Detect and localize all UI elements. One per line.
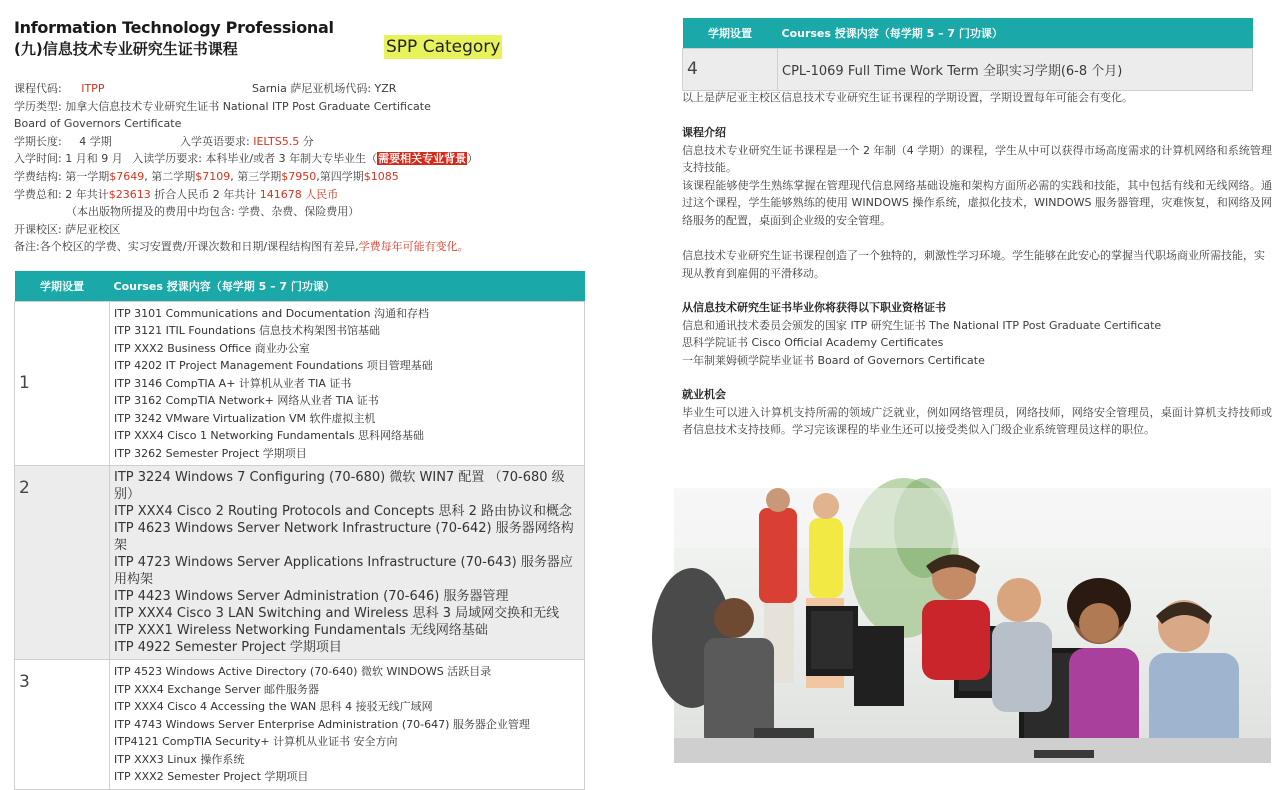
semester-row-2 — [15, 466, 585, 660]
duration-value: 4 学期 — [79, 134, 112, 148]
english-value: IELTS5.5 — [253, 134, 300, 148]
fee-semester-4: $1085 — [363, 169, 399, 183]
students-illustration — [674, 488, 1271, 763]
course-item: ITP 4623 Windows Server Network Infrastructure (70-642) 服务器网络构架 — [114, 521, 574, 553]
course-item: ITP XXX3 Linux 操作系统 — [114, 752, 245, 766]
english-label: 入学英语要求: — [180, 134, 250, 148]
certificate-item: 信息和通讯技术委员会颁发的国家 ITP 研究生证书 The National ITP Post Graduate Certificate — [682, 318, 1162, 332]
semester-number: 3 — [15, 660, 110, 790]
campus-code: Sarnia 萨尼亚机场代码: YZR — [252, 82, 397, 95]
total-fee-line — [14, 186, 574, 204]
fee-semester-1: $7649 — [109, 169, 145, 183]
code-label: 课程代码: — [14, 82, 62, 95]
intro-section — [682, 124, 1272, 229]
course-table — [14, 271, 585, 790]
header-semester: 学期设置 — [15, 271, 110, 301]
duration-line — [14, 133, 574, 151]
course-item: ITP 3101 Communications and Documentation 沟通和存档 — [114, 306, 429, 320]
course-item: ITP XXX4 Cisco 4 Accessing the WAN 思科 4 接驳无线广域网 — [114, 700, 433, 713]
intro-paragraph-1: 信息技术专业研究生证书课程是一个 2 年制（4 学期）的课程，学生从中可以获得市场高度需求的计算机网络和系统管理支持技能。 — [682, 143, 1272, 174]
fee-semester-3: $7950 — [281, 169, 317, 183]
course-list — [110, 660, 585, 790]
course-list — [110, 466, 585, 660]
course-item: ITP XXX4 Cisco 3 LAN Switching and Wireless 思科 3 局域网交换和无线 — [114, 606, 560, 621]
course-item: ITP 4423 Windows Server Administration (70-646) 服务器管理 — [114, 589, 509, 604]
course-item: ITP4121 CompTIA Security+ 计算机从业证书 安全方向 — [114, 735, 398, 748]
left-page — [0, 0, 640, 783]
semester-number: 1 — [15, 301, 110, 466]
course-item: ITP XXX1 Wireless Networking Fundamentals 无线网络基础 — [114, 623, 488, 638]
fee-2-label: , 第二学期 — [144, 169, 196, 183]
course-table-continued — [682, 18, 1253, 91]
table-header-row — [15, 271, 585, 301]
course-item: ITP 4723 Windows Server Applications Infrastructure (70-643) 服务器应用构架 — [114, 555, 573, 587]
course-item: ITP 4922 Semester Project 学期项目 — [114, 640, 342, 655]
spp-category-badge: SPP Category — [386, 37, 501, 57]
course-item: ITP 3262 Semester Project 学期项目 — [114, 446, 307, 460]
semester-number: 4 — [683, 48, 778, 90]
campus-line: 开课校区: 萨尼亚校区 — [14, 222, 121, 236]
semester-row-3 — [15, 660, 585, 790]
course-code-line — [14, 80, 574, 98]
education-highlight: 需要相关专业背景 — [378, 152, 467, 166]
intro-heading: 课程介绍 — [682, 126, 726, 139]
course-item: ITP 3146 CompTIA A+ 计算机从业者 TIA 证书 — [114, 376, 352, 390]
intro-paragraph-3: 信息技术专业研究生证书课程创造了一个独特的，刺激性学习环境。学生能够在此安心的掌握当代职场商业所需技能，实现从教育到雇佣的平滑移动。 — [682, 249, 1265, 280]
course-item: ITP 3121 ITIL Foundations 信息技术构架图书馆基础 — [114, 324, 381, 337]
course-item: CPL-1069 Full Time Work Term 全职实习学期(6-8 个月) — [778, 48, 1253, 90]
certificate-item: 思科学院证书 Cisco Official Academy Certificates — [682, 336, 944, 349]
fee-semester-2: $7109 — [195, 169, 231, 183]
title-chinese: (九)信息技术专业研究生证书课程 — [14, 40, 238, 58]
course-item: ITP XXX2 Semester Project 学期项目 — [114, 770, 309, 783]
certificates-heading: 从信息技术研究生证书毕业你将获得以下职业资格证书 — [682, 301, 946, 314]
header-semester: 学期设置 — [683, 18, 778, 48]
remark-red-text: 学费每年可能有变化。 — [358, 240, 469, 254]
course-item: ITP 4743 Windows Server Enterprise Administration (70-647) 服务器企业管理 — [114, 717, 530, 731]
course-item: ITP 4523 Windows Active Directory (70-640) 微软 WINDOWS 活跃目录 — [114, 665, 492, 678]
intake-line — [14, 150, 574, 168]
fee-structure-line — [14, 168, 574, 186]
fee-3-label: , 第三学期 — [230, 169, 282, 183]
course-item: ITP 3162 CompTIA Network+ 网络从业者 TIA 证书 — [114, 394, 379, 407]
fee-4-label: ,第四学期 — [316, 169, 364, 183]
intake-time: 入学时间: 1 月和 9 月 — [14, 152, 123, 166]
total-label: 学费总和: 2 年共计 — [14, 187, 109, 201]
course-item: ITP 3224 Windows 7 Configuring (70-680) 微软 WIN7 配置 （70-680 级别） — [114, 470, 565, 502]
degree-type: 学历类型: 加拿大信息技术专业研究生证书 National ITP Post Graduate Certificate — [14, 99, 431, 113]
course-list — [110, 301, 585, 466]
duration-label: 学期长度: — [14, 134, 62, 148]
total-rmb-value: 141678 人民币 — [259, 187, 339, 201]
remark-line — [14, 238, 574, 256]
course-item: ITP 4202 IT Project Management Foundations 项目管理基础 — [114, 359, 433, 372]
intro-paragraph-2: 该课程能够使学生熟练掌握在管理现代信息网络基础设施和架构方面所必需的实践和技能，其中包括有线和无线网络。通过这个课程，学生能够熟练的使用 WINDOWS 操作系统，虚拟化技术，WINDOWS 服务器管理，灾难恢复，和网络及网络服务的配置，桌面到企业级的安全管理。 — [682, 178, 1272, 227]
course-item: ITP XXX2 Business Office 商业办公室 — [114, 341, 310, 355]
table-note: 以上是萨尼亚主校区信息技术专业研究生证书课程的学期设置，学期设置每年可能会有变化。 — [682, 91, 1133, 104]
jobs-paragraph: 毕业生可以进入计算机支持所需的领域广泛就业，例如网络管理员，网络技师，网络安全管理员，桌面计算机支持技师或者信息技术支持技师。学习完该课程的毕业生还可以接受类似入门级企业系统管理员这样的职位。 — [682, 405, 1272, 436]
title-english: Information Technology Professional — [14, 18, 334, 37]
jobs-heading: 就业机会 — [682, 388, 726, 401]
jobs-section — [682, 386, 1272, 439]
course-item: ITP XXX4 Cisco 1 Networking Fundamentals 思科网络基础 — [114, 429, 425, 442]
english-unit: 分 — [302, 134, 314, 148]
semester-row-4 — [683, 48, 1253, 90]
program-info — [14, 80, 574, 256]
course-item: ITP XXX4 Cisco 2 Routing Protocols and Concepts 思科 2 路由协议和概念 — [114, 504, 573, 519]
semester-number: 2 — [15, 466, 110, 660]
table-header-row — [683, 18, 1253, 48]
education-close: ） — [467, 152, 479, 166]
fee-label: 学费结构: 第一学期 — [14, 169, 110, 183]
certificate-item: 一年制莱姆顿学院毕业证书 Board of Governors Certificate — [682, 353, 985, 367]
course-item: ITP XXX4 Exchange Server 邮件服务器 — [114, 682, 320, 696]
fee-note: （本出版物所提及的费用中均包含: 学费、杂费、保险费用） — [66, 205, 360, 219]
header-courses: Courses 授课内容（每学期 5 – 7 门功课） — [110, 271, 585, 301]
total-value: $23613 — [108, 187, 151, 201]
board-certificate: Board of Governors Certificate — [14, 117, 182, 131]
education-requirement: 入读学历要求: 本科毕业/或者 3 年制大专毕业生（ — [132, 152, 378, 166]
course-item: ITP 3242 VMware Virtualization VM 软件虚拟主机 — [114, 411, 376, 425]
remark-text: 备注:各个校区的学费、实习安置费/开课次数和日期/课程结构图有差异, — [14, 240, 359, 254]
total-rmb-label: 折合人民币 2 年共计 — [154, 187, 257, 201]
code-value: ITPP — [81, 82, 105, 95]
semester-row-1 — [15, 301, 585, 466]
header-courses: Courses 授课内容（每学期 5 – 7 门功课） — [778, 18, 1253, 48]
students-photo — [674, 488, 1271, 763]
certificates-section — [682, 299, 1272, 369]
